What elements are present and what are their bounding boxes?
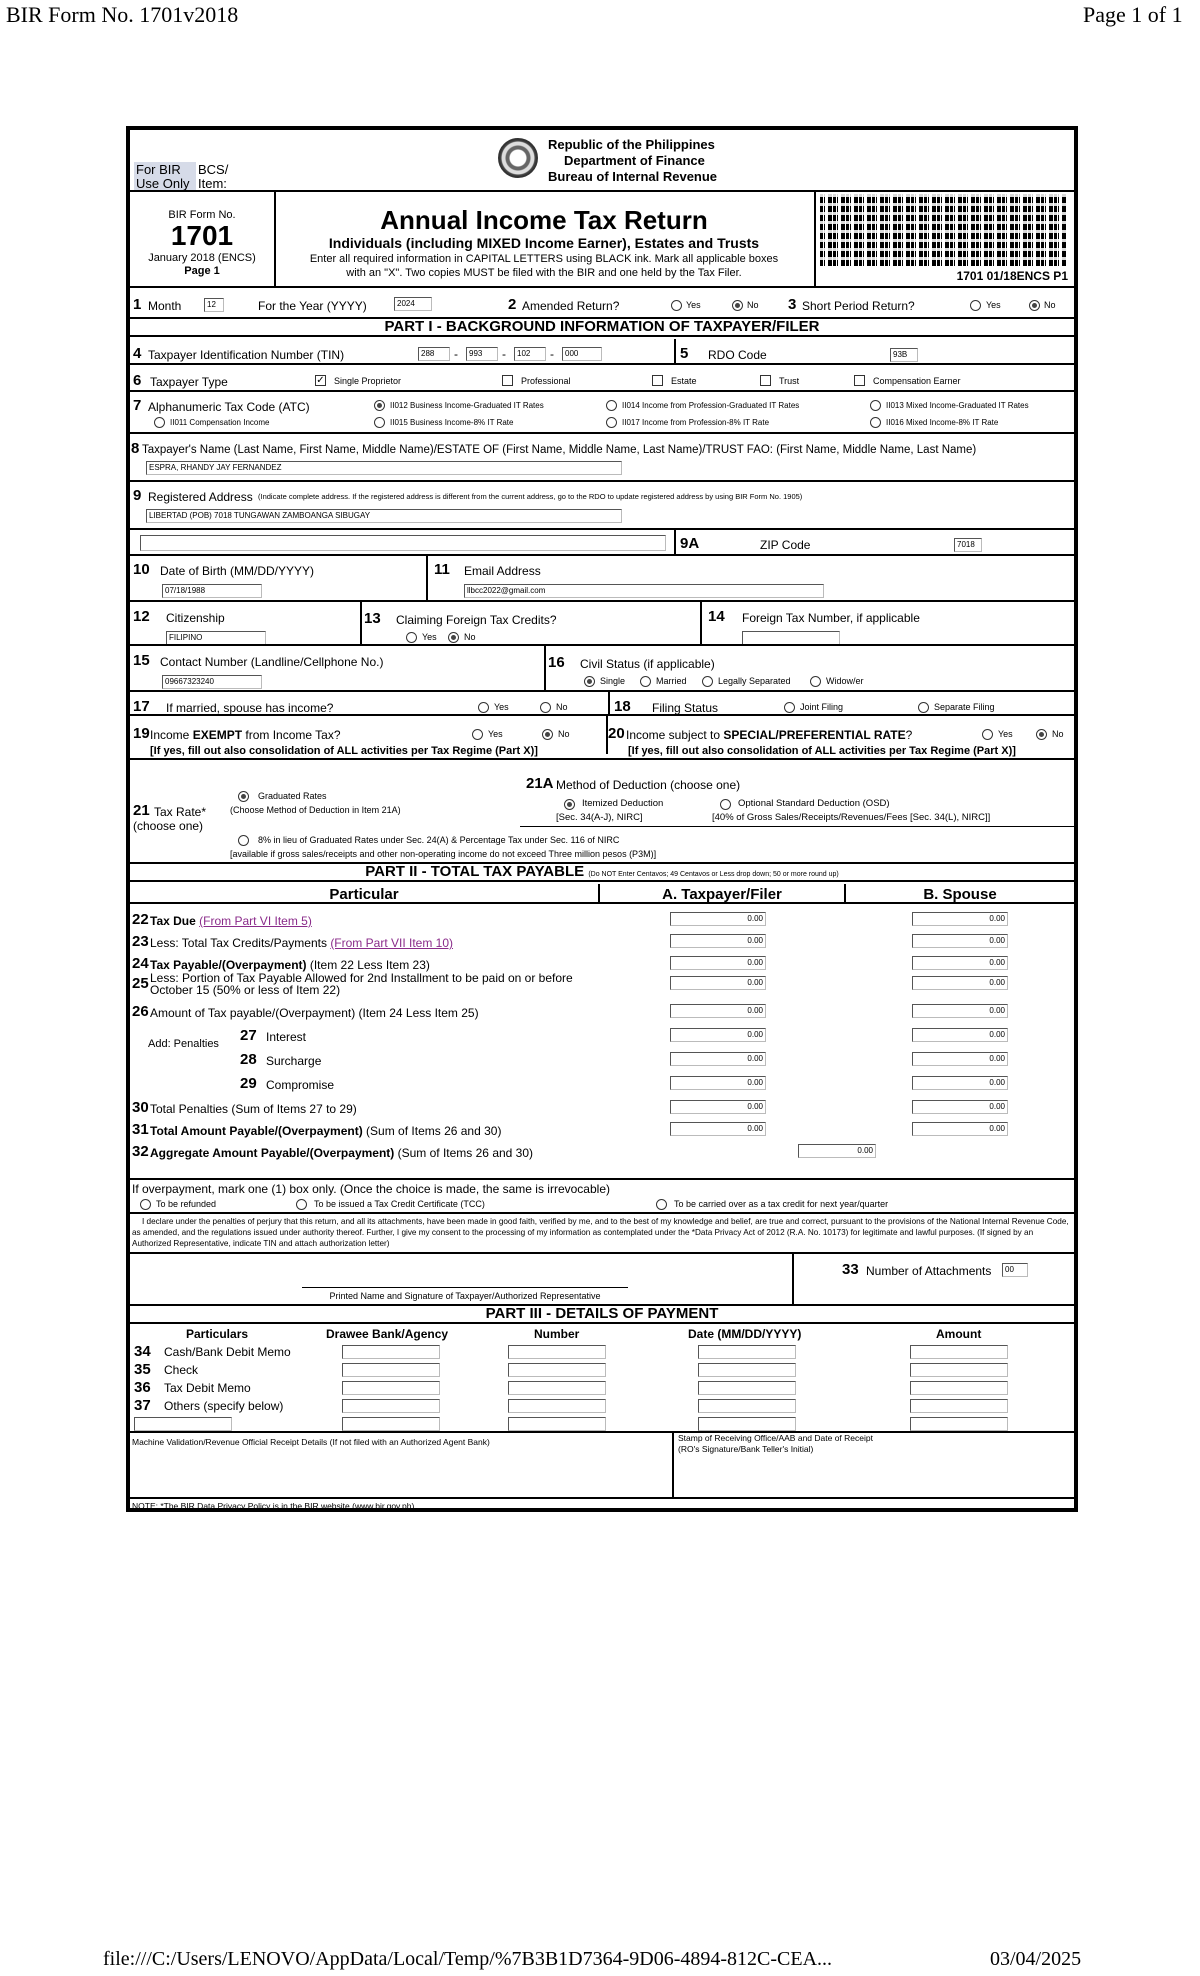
item-19-number: 19: [133, 725, 150, 742]
civil-married-radio[interactable]: [640, 676, 651, 687]
item-34-amount-field[interactable]: [910, 1345, 1008, 1359]
item-35-drawee-bank-field[interactable]: [342, 1363, 440, 1377]
tax-rate-sub: (choose one): [133, 819, 204, 833]
rdo-label: RDO Code: [708, 348, 767, 362]
tin-part-4[interactable]: 000: [562, 347, 602, 361]
email-label: Email Address: [464, 564, 541, 578]
exempt-label: Income EXEMPT from Income Tax?: [150, 728, 341, 742]
civil-legally-separated-radio[interactable]: [702, 676, 713, 687]
item-36-drawee-bank-field[interactable]: [342, 1381, 440, 1395]
item-25-label: Less: Portion of Tax Payable Allowed for 2nd Installment to be paid on or before October 15 (50% or less of Item 22): [150, 971, 573, 997]
compensation-earner-checkbox[interactable]: [854, 375, 865, 386]
amended-no-label: No: [747, 300, 759, 310]
item-31-label: Total Amount Payable/(Overpayment) (Sum of Items 26 and 30): [150, 1124, 502, 1138]
item-26-taxpayer-field[interactable]: 0.00: [670, 1004, 766, 1018]
item-24-taxpayer-field[interactable]: 0.00: [670, 956, 766, 970]
eight-percent-label: 8% in lieu of Graduated Rates under Sec. 24(A) & Percentage Tax under Sec. 116 of NIRC: [258, 835, 620, 845]
item-32-number: 32: [132, 1143, 149, 1160]
part-3-title: PART III - DETAILS OF PAYMENT: [130, 1304, 1074, 1324]
month-field[interactable]: 12: [204, 298, 224, 312]
form-page: Page 1: [184, 265, 220, 277]
print-footer-date: 03/04/2025: [990, 1948, 1082, 1970]
part-1-title: PART I - BACKGROUND INFORMATION OF TAXPAYER/FILER: [130, 317, 1074, 337]
eight-percent-note: [available if gross sales/receipts and other non-operating income do not exceed Three million pesos (P3M)]: [230, 849, 657, 859]
type-trust: Trust: [779, 376, 800, 386]
item-13-number: 13: [364, 610, 381, 627]
dob-label: Date of Birth (MM/DD/YYYY): [160, 564, 315, 578]
item-15-number: 15: [133, 652, 150, 669]
item-4-number: 4: [133, 345, 142, 362]
graduated-rates-radio[interactable]: [238, 791, 249, 802]
col-drawee-bank: Drawee Bank/Agency: [326, 1327, 449, 1341]
year-label: For the Year (YYYY): [258, 299, 367, 313]
privacy-note: NOTE: *The BIR Data Privacy Policy is in the BIR website (www.bir.gov.ph): [132, 1501, 415, 1511]
item-24-number: 24: [132, 955, 149, 972]
others-specify-field-2[interactable]: [342, 1417, 440, 1431]
foreign-credit-no-radio[interactable]: [448, 632, 459, 643]
item-35-amount-field[interactable]: [910, 1363, 1008, 1377]
republic-label: Republic of the Philippines: [548, 137, 715, 152]
others-specify-field-3[interactable]: [508, 1417, 606, 1431]
item-7-number: 7: [133, 397, 142, 414]
item-36-amount-field[interactable]: [910, 1381, 1008, 1395]
dob-field[interactable]: 07/18/1988: [162, 584, 262, 598]
address-label: Registered Address: [148, 490, 253, 504]
joint-filing-radio[interactable]: [784, 702, 795, 713]
item-5-number: 5: [680, 345, 689, 362]
item-37-label: Others (specify below): [164, 1399, 284, 1413]
col-particulars: Particulars: [186, 1327, 249, 1341]
zip-label: ZIP Code: [760, 538, 811, 552]
item-25-number: 25: [132, 975, 149, 992]
joint-filing-label: Joint Filing: [800, 702, 844, 712]
item-30-label: Total Penalties (Sum of Items 27 to 29): [150, 1102, 357, 1116]
tin-part-3[interactable]: 102: [514, 347, 546, 361]
item-21a-number: 21A: [526, 775, 554, 792]
rdo-field[interactable]: 93B: [890, 348, 918, 362]
tcc-radio[interactable]: [296, 1199, 307, 1210]
item-3-number: 3: [788, 296, 797, 313]
tin-dash-1: -: [454, 347, 458, 361]
instruction-line-1: Enter all required information in CAPITAL LETTERS using BLACK ink. Mark all applicable boxes: [309, 253, 779, 265]
short-period-label: Short Period Return?: [802, 299, 915, 313]
item-12-number: 12: [133, 608, 150, 625]
amended-yes-label: Yes: [686, 300, 701, 310]
atc-ii017-radio[interactable]: [606, 417, 617, 428]
tin-part-2[interactable]: 993: [466, 347, 498, 361]
item-26-spouse-field[interactable]: 0.00: [912, 1004, 1008, 1018]
tin-dash-3: -: [550, 347, 554, 361]
attachments-label: Number of Attachments: [866, 1264, 992, 1278]
email-field[interactable]: llbcc2022@gmail.com: [464, 584, 824, 598]
atc-ii011-radio[interactable]: [154, 417, 165, 428]
item-20-number: 20: [608, 725, 625, 742]
spouse-income-no-label: No: [556, 702, 568, 712]
amended-yes-radio[interactable]: [671, 300, 682, 311]
deduction-method-label: Method of Deduction (choose one): [556, 778, 741, 792]
item-23-spouse-field[interactable]: 0.00: [912, 934, 1008, 948]
item-28-label: Surcharge: [266, 1054, 322, 1068]
taxpayer-name-field[interactable]: ESPRA, RHANDY JAY FERNANDEZ: [146, 461, 622, 475]
for-bir-label: For BIR: [136, 162, 181, 177]
exempt-note: [If yes, fill out also consolidation of ALL activities per Tax Regime (Part X)]: [150, 745, 538, 757]
atc-ii012-radio[interactable]: [374, 400, 385, 411]
department-label: Department of Finance: [564, 153, 705, 168]
type-estate: Estate: [671, 376, 697, 386]
atc-ii016-label: II016 Mixed Income-8% IT Rate: [886, 418, 999, 427]
item-27-taxpayer-field[interactable]: 0.00: [670, 1028, 766, 1042]
item-32-label: Aggregate Amount Payable/(Overpayment) (Sum of Items 26 and 30): [150, 1146, 534, 1160]
item-31-number: 31: [132, 1121, 149, 1138]
item-37-number: 37: [134, 1397, 151, 1414]
special-no-label: No: [1052, 729, 1064, 739]
col-date: Date (MM/DD/YYYY): [688, 1327, 802, 1341]
registered-address-field[interactable]: LIBERTAD (POB) 7018 TUNGAWAN ZAMBOANGA SIBUGAY: [146, 509, 622, 523]
item-31-taxpayer-field[interactable]: 0.00: [670, 1122, 766, 1136]
tin-part-1[interactable]: 288: [418, 347, 450, 361]
signature-line[interactable]: [302, 1287, 628, 1288]
spouse-income-yes-label: Yes: [494, 702, 509, 712]
graduated-rates-label: Graduated Rates: [258, 791, 327, 801]
machine-validation-label: Machine Validation/Revenue Official Receipt Details (If not filed with an Authorized Agent Bank): [132, 1437, 490, 1447]
signature-label: Printed Name and Signature of Taxpayer/Authorized Representative: [329, 1291, 601, 1301]
item-31-spouse-field[interactable]: 0.00: [912, 1122, 1008, 1136]
item-22-label: Tax Due (From Part VI Item 5): [150, 914, 312, 928]
filing-status-label: Filing Status: [652, 701, 719, 715]
item-16-number: 16: [548, 654, 565, 671]
short-yes-radio[interactable]: [970, 300, 981, 311]
short-no-radio[interactable]: [1029, 300, 1040, 311]
item-27-spouse-field[interactable]: 0.00: [912, 1028, 1008, 1042]
item-33-number: 33: [842, 1261, 859, 1278]
osd-note: [40% of Gross Sales/Receipts/Revenues/Fees [Sec. 34(L), NIRC]]: [712, 812, 991, 823]
item-14-number: 14: [708, 608, 725, 625]
address-line-2-field[interactable]: [140, 535, 666, 551]
item-36-label: Tax Debit Memo: [164, 1381, 251, 1395]
civil-single-label: Single: [600, 676, 626, 686]
special-yes-radio[interactable]: [982, 729, 993, 740]
item-34-date-field[interactable]: [698, 1345, 796, 1359]
form-subtitle: Individuals (including MIXED Income Earner), Estates and Trusts: [328, 235, 760, 251]
item-21-number: 21: [133, 802, 150, 819]
item-37-number-field[interactable]: [508, 1399, 606, 1413]
atc-ii015-label: II015 Business Income-8% IT Rate: [390, 418, 514, 427]
address-note: (Indicate complete address. If the registered address is different from the current address, go to the RDO to update registered address by using BIR Form No. 1905): [258, 492, 803, 501]
atc-ii016-radio[interactable]: [870, 417, 881, 428]
for-bir-use-box: [134, 162, 196, 192]
others-specify-field-4[interactable]: [698, 1417, 796, 1431]
type-single-proprietor: Single Proprietor: [334, 376, 402, 386]
form-title: Annual Income Tax Return: [380, 205, 708, 235]
stamp-label-2: (RO's Signature/Bank Teller's Initial): [678, 1444, 814, 1454]
refund-radio[interactable]: [140, 1199, 151, 1210]
separate-filing-label: Separate Filing: [934, 702, 995, 712]
type-compensation-earner: Compensation Earner: [873, 376, 961, 386]
citizenship-label: Citizenship: [166, 611, 225, 625]
zip-field[interactable]: 7018: [954, 538, 982, 552]
col-amount: Amount: [936, 1327, 982, 1341]
atc-ii014-radio[interactable]: [606, 400, 617, 411]
contact-field[interactable]: 09667323240: [162, 675, 262, 689]
tcc-label: To be issued a Tax Credit Certificate (TCC): [314, 1199, 485, 1209]
civil-single-radio[interactable]: [584, 676, 595, 687]
declaration-text: I declare under the penalties of perjury that this return, and all its attachments, have been made in good faith, verified by me, and to the best of my knowledge and belief, are true and correct, pursuant to the provisions of the National Internal Revenue Code, as amended, and the regulations issued under authority thereof. Further, I give my consent to the processing of my information as contemplated under the *Data Privacy Act of 2012 (R.A. No. 10173) for legitimate and lawful purposes. (If signed by an Authorized Representative, indicate TIN and attach authorization letter): [132, 1217, 1069, 1248]
item-label: Item:: [198, 176, 227, 191]
item-36-number-field[interactable]: [508, 1381, 606, 1395]
tax-rate-label: Tax Rate*: [154, 805, 207, 819]
others-specify-field-1[interactable]: [134, 1417, 232, 1431]
item-23-taxpayer-field[interactable]: 0.00: [670, 934, 766, 948]
item-2-number: 2: [508, 296, 517, 313]
spouse-income-label: If married, spouse has income?: [166, 701, 334, 715]
osd-radio[interactable]: [720, 799, 731, 810]
item-10-number: 10: [133, 561, 150, 578]
single-proprietor-checkbox[interactable]: ✓: [316, 375, 325, 386]
item-35-number-field[interactable]: [508, 1363, 606, 1377]
item-37-amount-field[interactable]: [910, 1399, 1008, 1413]
item-29-label: Compromise: [266, 1078, 335, 1092]
item-36-date-field[interactable]: [698, 1381, 796, 1395]
overpayment-label: If overpayment, mark one (1) box only. (Once the choice is made, the same is irrevocable): [132, 1182, 610, 1196]
itemized-deduction-label: Itemized Deduction: [582, 798, 664, 809]
amended-label: Amended Return?: [522, 299, 620, 313]
special-rate-label: Income subject to SPECIAL/PREFERENTIAL RATE?: [626, 728, 913, 742]
civil-status-label: Civil Status (if applicable): [580, 657, 715, 671]
item-35-label: Check: [164, 1363, 199, 1377]
taxpayer-type-label: Taxpayer Type: [150, 375, 228, 389]
barcode-overlay: [820, 194, 1066, 266]
separate-filing-radio[interactable]: [918, 702, 929, 713]
professional-checkbox[interactable]: [502, 375, 513, 386]
use-only-label: Use Only: [136, 176, 190, 191]
item-24-spouse-field[interactable]: 0.00: [912, 956, 1008, 970]
item-25-spouse-field[interactable]: 0.00: [912, 976, 1008, 990]
item-24-label: Tax Payable/(Overpayment) (Item 22 Less Item 23): [150, 958, 430, 972]
item-30-spouse-field[interactable]: 0.00: [912, 1100, 1008, 1114]
carryover-label: To be carried over as a tax credit for next year/quarter: [674, 1199, 889, 1209]
tin-dash-2: -: [502, 347, 506, 361]
print-footer-path: file:///C:/Users/LENOVO/AppData/Local/Temp/%7B3B1D7364-9D06-4894-812C-CEA...: [103, 1948, 833, 1970]
foreign-tax-field[interactable]: [742, 631, 840, 645]
atc-ii011-label: II011 Compensation Income: [170, 418, 270, 427]
atc-ii014-label: II014 Income from Profession-Graduated IT Rates: [622, 401, 800, 410]
item-32-aggregate-field[interactable]: 0.00: [798, 1144, 876, 1158]
special-note: [If yes, fill out also consolidation of ALL activities per Tax Regime (Part X)]: [628, 745, 1016, 757]
item-23-label: Less: Total Tax Credits/Payments (From Part VII Item 10): [150, 936, 454, 950]
instruction-line-2: with an "X". Two copies MUST be filed with the BIR and one held by the Tax Filer.: [346, 267, 742, 279]
bir-seal-logo: [498, 138, 538, 178]
civil-widower-radio[interactable]: [810, 676, 821, 687]
civil-married-label: Married: [656, 676, 687, 686]
item-25-taxpayer-field[interactable]: 0.00: [670, 976, 766, 990]
special-no-radio[interactable]: [1036, 729, 1047, 740]
item-34-number-field[interactable]: [508, 1345, 606, 1359]
civil-legally-separated-label: Legally Separated: [718, 676, 791, 686]
item-27-label: Interest: [266, 1030, 307, 1044]
form-number: 1701: [170, 220, 234, 251]
foreign-credit-yes-radio[interactable]: [406, 632, 417, 643]
contact-label: Contact Number (Landline/Cellphone No.): [160, 655, 384, 669]
item-22-reference-link[interactable]: (From Part VI Item 5): [199, 914, 312, 928]
year-field[interactable]: 2024: [394, 297, 432, 311]
item-11-number: 11: [434, 561, 450, 578]
special-yes-label: Yes: [998, 729, 1013, 739]
itemized-deduction-radio[interactable]: [564, 799, 575, 810]
foreign-credit-no-label: No: [464, 632, 476, 642]
item-22-spouse-field[interactable]: 0.00: [912, 912, 1008, 926]
item-6-number: 6: [133, 372, 142, 389]
spouse-income-yes-radio[interactable]: [478, 702, 489, 713]
item-34-label: Cash/Bank Debit Memo: [164, 1345, 291, 1359]
item-30-number: 30: [132, 1099, 149, 1116]
exempt-no-label: No: [558, 729, 570, 739]
item-29-number: 29: [240, 1075, 257, 1092]
item-28-spouse-field[interactable]: 0.00: [912, 1052, 1008, 1066]
foreign-credit-yes-label: Yes: [422, 632, 437, 642]
others-specify-field-5[interactable]: [910, 1417, 1008, 1431]
itemized-note: [Sec. 34(A-J), NIRC]: [556, 812, 643, 823]
item-9a-number: 9A: [680, 535, 700, 552]
atc-ii017-label: II017 Income from Profession-8% IT Rate: [622, 418, 770, 427]
name-label: Taxpayer's Name (Last Name, First Name, Middle Name)/ESTATE OF (First Name, Middle Name, Last Name)/TRUST FAO: (First Name, Middle Name, Last Name): [142, 444, 977, 456]
col-taxpayer: A. Taxpayer/Filer: [662, 886, 782, 903]
item-17-number: 17: [133, 698, 150, 715]
civil-widower-label: Widow/er: [826, 676, 864, 686]
tin-label: Taxpayer Identification Number (TIN): [148, 348, 345, 362]
atc-label: Alphanumeric Tax Code (ATC): [148, 400, 310, 414]
exempt-yes-label: Yes: [488, 729, 503, 739]
carryover-radio[interactable]: [656, 1199, 667, 1210]
exempt-no-radio[interactable]: [542, 729, 553, 740]
form-version: January 2018 (ENCS): [148, 252, 256, 264]
item-22-taxpayer-field[interactable]: 0.00: [670, 912, 766, 926]
item-29-taxpayer-field[interactable]: 0.00: [670, 1076, 766, 1090]
bureau-label: Bureau of Internal Revenue: [548, 169, 718, 184]
spouse-income-no-radio[interactable]: [540, 702, 551, 713]
atc-ii012-label: II012 Business Income-Graduated IT Rates: [390, 401, 544, 410]
osd-label: Optional Standard Deduction (OSD): [738, 798, 890, 809]
foreign-credit-label: Claiming Foreign Tax Credits?: [396, 613, 557, 627]
bir-form-1701: [126, 126, 1078, 1512]
bcs-label: BCS/: [198, 162, 229, 177]
amended-no-radio[interactable]: [732, 300, 743, 311]
eight-percent-radio[interactable]: [238, 835, 249, 846]
item-18-number: 18: [614, 698, 631, 715]
item-22-number: 22: [132, 911, 149, 928]
col-particular: Particular: [329, 886, 399, 903]
graduated-note: (Choose Method of Deduction in Item 21A): [230, 805, 401, 815]
item-30-taxpayer-field[interactable]: 0.00: [670, 1100, 766, 1114]
item-23-number: 23: [132, 933, 149, 950]
atc-ii013-radio[interactable]: [870, 400, 881, 411]
item-26-label: Amount of Tax payable/(Overpayment) (Item 24 Less Item 25): [150, 1006, 479, 1020]
item-8-number: 8: [131, 440, 140, 457]
item-26-number: 26: [132, 1003, 149, 1020]
col-number: Number: [534, 1327, 580, 1341]
short-no-label: No: [1044, 300, 1056, 310]
estate-checkbox[interactable]: [652, 375, 663, 386]
item-36-number: 36: [134, 1379, 151, 1396]
month-label: Month: [148, 299, 182, 313]
attachments-field[interactable]: 00: [1002, 1263, 1028, 1277]
item-27-number: 27: [240, 1027, 257, 1044]
item-28-number: 28: [240, 1051, 257, 1068]
item-23-reference-link[interactable]: (From Part VII Item 10): [330, 936, 454, 950]
type-professional: Professional: [521, 376, 571, 386]
item-9-number: 9: [133, 487, 142, 504]
add-penalties-label: Add: Penalties: [148, 1038, 219, 1050]
item-35-number: 35: [134, 1361, 151, 1378]
print-header-title: BIR Form No. 1701v2018: [6, 2, 239, 27]
foreign-tax-label: Foreign Tax Number, if applicable: [742, 611, 920, 625]
item-37-date-field[interactable]: [698, 1399, 796, 1413]
part-2-title: PART II - TOTAL TAX PAYABLE (Do NOT Enter Centavos; 49 Centavos or Less drop down; 50 or more round up): [130, 862, 1074, 882]
short-yes-label: Yes: [986, 300, 1001, 310]
item-34-drawee-bank-field[interactable]: [342, 1345, 440, 1359]
refund-label: To be refunded: [156, 1199, 217, 1209]
item-35-date-field[interactable]: [698, 1363, 796, 1377]
trust-checkbox[interactable]: [760, 375, 771, 386]
exempt-yes-radio[interactable]: [472, 729, 483, 740]
item-1-number: 1: [133, 296, 142, 313]
item-37-drawee-bank-field[interactable]: [342, 1399, 440, 1413]
item-29-spouse-field[interactable]: 0.00: [912, 1076, 1008, 1090]
col-spouse: B. Spouse: [923, 886, 997, 903]
barcode-text: 1701 01/18ENCS P1: [956, 269, 1068, 283]
stamp-label-1: Stamp of Receiving Office/AAB and Date of Receipt: [678, 1433, 873, 1443]
item-28-taxpayer-field[interactable]: 0.00: [670, 1052, 766, 1066]
atc-ii015-radio[interactable]: [374, 417, 385, 428]
item-34-number: 34: [134, 1343, 151, 1360]
form-no-label: BIR Form No.: [168, 209, 236, 221]
print-header-page: Page 1 of 1: [1083, 2, 1183, 27]
atc-ii013-label: II013 Mixed Income-Graduated IT Rates: [886, 401, 1029, 410]
citizenship-field[interactable]: FILIPINO: [166, 631, 266, 645]
